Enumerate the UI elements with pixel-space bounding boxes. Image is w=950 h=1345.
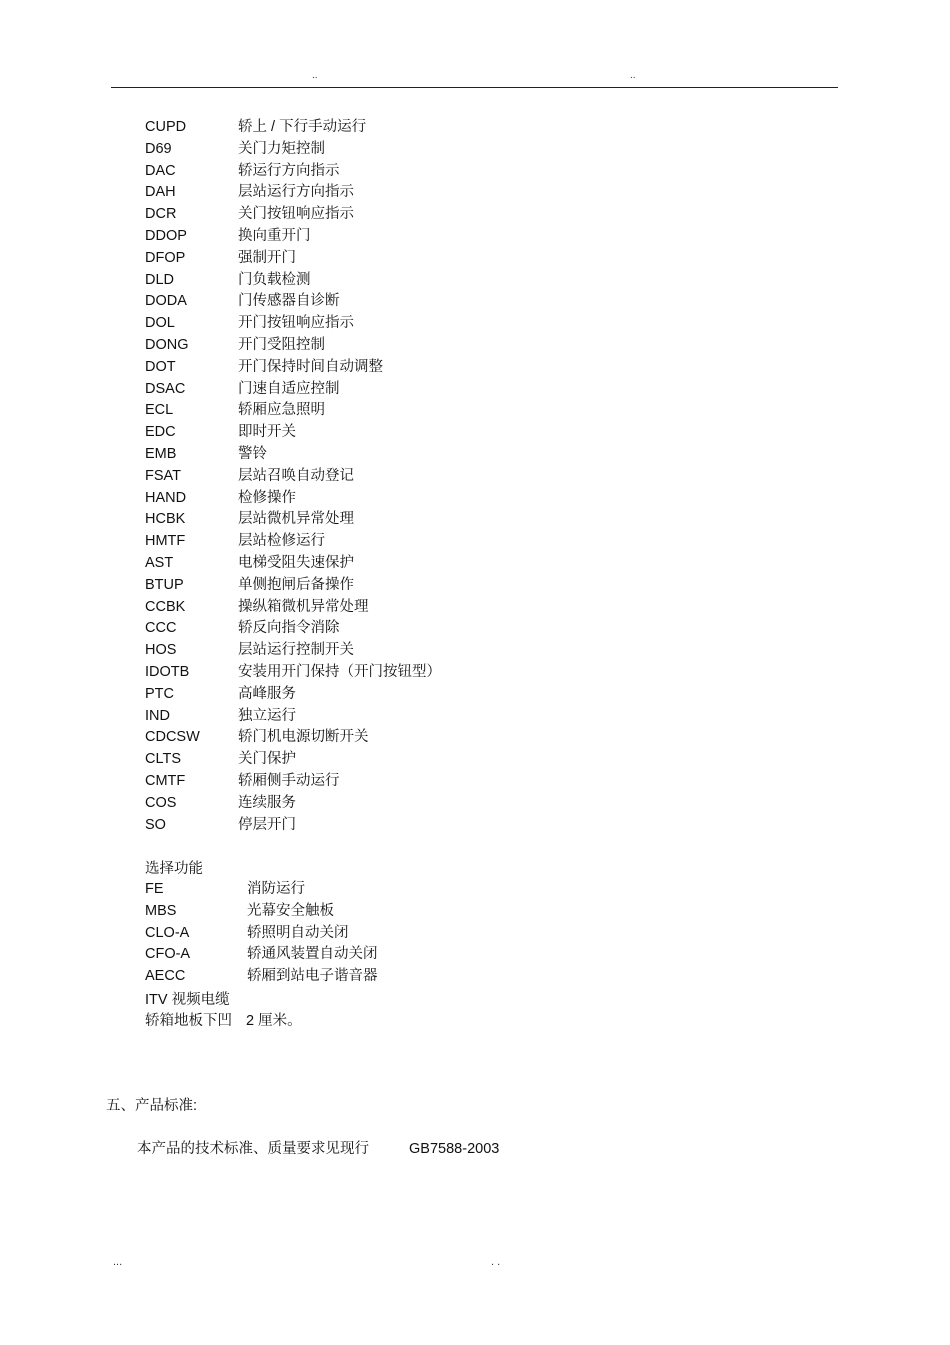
description: 层站微机异常处理 [238,511,354,528]
floor-value: 2 厘米。 [246,1013,302,1029]
abbreviation-row [145,793,441,815]
code: CCBK [145,598,186,615]
description: 即时开关 [238,424,296,441]
section5-heading: 五、产品标准: [106,1098,198,1114]
code: CMTF [145,772,186,789]
footer-left-mark: ... [113,1256,123,1268]
code: COS [145,794,177,811]
abbreviation-row [145,597,441,619]
description: 门负载检测 [238,271,311,288]
section5-body [137,1137,499,1158]
description: 开门保持时间自动调整 [238,358,383,375]
code: DFOP [145,249,186,266]
abbreviation-row [145,204,441,226]
code: CDCSW [145,729,200,746]
code: DONG [145,336,189,353]
abbreviation-row [145,182,441,204]
description: 关门保护 [238,751,296,768]
description: 强制开门 [238,249,296,266]
code: CUPD [145,119,187,135]
abbreviation-row [145,226,441,248]
floor-line [145,1009,302,1030]
code: EDC [145,424,176,441]
description: 层站召唤自动登记 [238,467,354,484]
footer-right-mark: . . [491,1256,501,1268]
code: DAH [145,184,176,201]
header-left-mark: .. [312,70,318,81]
description: 门传感器自诊断 [238,293,340,310]
description: 单侧抱闸后备操作 [238,576,354,593]
code: AECC [145,968,186,985]
code: DLD [145,271,175,288]
code: DODA [145,293,187,310]
abbreviation-row [145,379,441,401]
description: 检修操作 [238,489,296,506]
header-rule [111,87,838,88]
options-heading: 选择功能 [145,861,203,877]
abbreviation-row [145,422,441,444]
description: 开门按钮响应指示 [238,315,354,332]
option-row [145,901,378,923]
option-row [145,923,378,945]
code: CFO-A [145,946,191,963]
code: EMB [145,445,177,462]
code: HOS [145,642,177,659]
description: 停层开门 [238,816,296,833]
code: DCR [145,206,177,223]
description: 轿上 / 下行手动运行 [238,119,367,135]
code: D69 [145,140,172,157]
description: 消防运行 [247,881,305,897]
abbreviation-row [145,488,441,510]
code: MBS [145,902,177,919]
abbreviation-row [145,161,441,183]
abbreviation-row [145,444,441,466]
code: FSAT [145,467,181,484]
description: 电梯受阻失速保护 [238,554,354,571]
options-list [145,879,378,988]
option-row [145,944,378,966]
code: DOT [145,358,176,375]
description: 层站运行方向指示 [238,184,354,201]
description: 关门按钮响应指示 [238,206,354,223]
abbreviation-row [145,248,441,270]
section5-standard: GB7588-2003 [409,1141,500,1157]
floor-label: 轿箱地板下凹 [145,1013,232,1029]
abbreviation-row [145,618,441,640]
code: HCBK [145,511,186,528]
abbreviation-row [145,727,441,749]
abbreviation-row [145,553,441,575]
abbreviation-row [145,771,441,793]
description: 关门力矩控制 [238,140,325,157]
abbreviation-row [145,139,441,161]
description: 操纵箱微机异常处理 [238,598,369,615]
abbreviation-row [145,531,441,553]
description: 换向重开门 [238,227,311,244]
option-row [145,879,378,901]
code: HMTF [145,533,186,550]
abbreviation-row [145,270,441,292]
abbreviation-row [145,640,441,662]
description: 层站检修运行 [238,533,325,550]
abbreviation-row [145,313,441,335]
description: 独立运行 [238,707,296,724]
abbreviation-list [145,117,441,836]
abbreviation-row [145,357,441,379]
code: BTUP [145,576,184,593]
abbreviation-row [145,662,441,684]
code: PTC [145,685,174,702]
code: IDOTB [145,663,190,680]
abbreviation-row [145,509,441,531]
code: HAND [145,489,187,506]
abbreviation-row [145,684,441,706]
description: 门速自适应控制 [238,380,340,397]
description: 层站运行控制开关 [238,642,354,659]
description: 安装用开门保持（开门按钮型） [238,663,441,680]
description: 轿通风装置自动关闭 [247,946,378,963]
option-row [145,966,378,988]
code: FE [145,881,164,897]
section5-text: 本产品的技术标准、质量要求见现行 [137,1141,369,1157]
description: 轿门机电源切断开关 [238,729,369,746]
description: 连续服务 [238,794,296,811]
description: 高峰服务 [238,685,296,702]
abbreviation-row [145,815,441,837]
description: 警铃 [238,445,267,462]
description: 轿厢到站电子谐音器 [247,968,378,985]
description: 轿运行方向指示 [238,162,340,179]
code: DAC [145,162,176,179]
code: DOL [145,315,175,332]
abbreviation-row [145,706,441,728]
abbreviation-row [145,117,441,139]
abbreviation-row [145,291,441,313]
description: 轿照明自动关闭 [247,924,349,941]
description: 轿反向指令消除 [238,620,340,637]
abbreviation-row [145,749,441,771]
description: 轿厢侧手动运行 [238,772,340,789]
code: CCC [145,620,177,637]
code: DDOP [145,227,187,244]
code: ECL [145,402,174,419]
code: CLO-A [145,924,190,941]
abbreviation-row [145,335,441,357]
header-right-mark: .. [630,70,636,81]
code: IND [145,707,170,724]
abbreviation-row [145,575,441,597]
description: 光幕安全触板 [247,902,334,919]
itv-line: ITV 视频电缆 [145,992,230,1008]
description: 开门受阻控制 [238,336,325,353]
code: SO [145,816,166,833]
code: CLTS [145,751,181,768]
abbreviation-row [145,400,441,422]
code: DSAC [145,380,186,397]
code: AST [145,554,174,571]
description: 轿厢应急照明 [238,402,325,419]
abbreviation-row [145,466,441,488]
